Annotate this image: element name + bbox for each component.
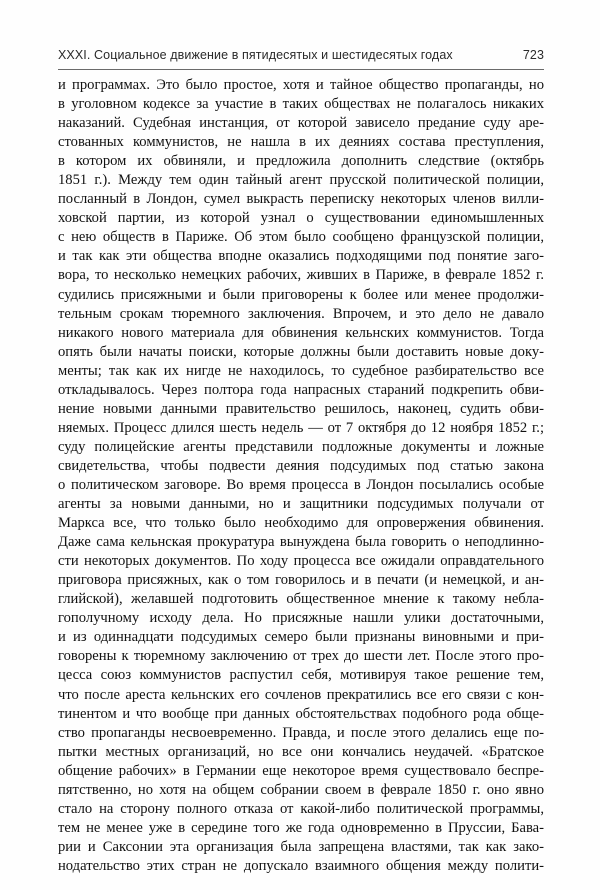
text-line: ховской партии, из которой узнал о существовании единомышленных [58,210,544,227]
text-line: о политическом заговоре. Во время процесса в Лондон посылались особые [58,476,544,493]
text-line: менты; так как их нигде не находилось, то судебное разбирательство все [58,362,544,379]
text-line: цесса союз коммунистов распустил себя, мотивируя такое решение тем, [58,667,544,684]
text-line: Маркса все, что только было необходимо для опровержения обвинения. [58,515,544,532]
text-line: тинентом и что вообще при данных обстоятельствах подобного рода обще- [58,705,544,722]
page-number: 723 [522,48,544,62]
text-line: стало на сторону полного отказа от какой-либо политической программы, [58,800,544,817]
text-line: в уголовном кодексе за участие в таких обществах не полагалось никаких [58,96,544,113]
text-line: свидетельства, чтобы подвести деяния подсудимых под статью закона [58,457,544,474]
text-line: гополучному исходу дела. Но присяжные нашли улики достаточными, [58,610,544,627]
text-line: с нею обществ в Париже. Об этом было сообщено французской полиции, [58,229,544,246]
text-line: говорены к тюремному заключению от трех до шести лет. После этого про- [58,648,544,665]
body-text [58,76,544,876]
text-line: общение рабочих» в Германии еще некоторое время существовало беспре- [58,762,544,779]
text-line: глийской), желавшей подготовить общественное мнение к такому небла- [58,591,544,608]
text-line: 1851 г.). Между тем один тайный агент прусской политической полиции, [58,172,544,189]
running-head [58,48,544,66]
text-line: судились присяжными и были приговорены к более или менее продолжи- [58,286,544,303]
text-line: суду полицейские агенты представили подложные документы и ложные [58,438,544,455]
text-line: опять были начаты поиски, которые должны были доставить новые доку- [58,343,544,360]
text-line: посланный в Лондон, сумел выкрасть переписку некоторых членов вилли- [58,191,544,208]
text-line: агенты за новыми данными, но и защитники подсудимых получали от [58,496,544,513]
text-line: Даже сама кельнская прокуратура вынуждена была говорить о неподлинно- [58,534,544,551]
text-line: никакого нового материала для обвинения кельнских коммунистов. Тогда [58,324,544,341]
text-line: в котором их обвиняли, и предложила дополнить следствие (октябрь [58,153,544,170]
text-line: пытки местных организаций, но все они кончались неудачей. «Братское [58,743,544,760]
text-line: нодательство этих стран не допускало взаимного общения между полити- [58,857,544,874]
text-line: стованных коммунистов, не нашла в их деяниях состава преступления, [58,134,544,151]
text-line: тельным срокам тюремного заключения. Впрочем, и это дело не давало [58,305,544,322]
text-line: приговора присяжных, как о том говорилось и в печати (и немецкой, и ан- [58,572,544,589]
text-line: ство пропаганды несвоевременно. Правда, и после этого делались еще по- [58,724,544,741]
text-line: и так как эти общества вподне оказались подходящими под понятие заго- [58,248,544,265]
text-line: откладывалось. Через полтора года напрасных стараний подкрепить обви- [58,381,544,398]
text-line: что после ареста кельнских его сочленов прекратились все его связи с кон- [58,686,544,703]
text-line: наказаний. Судебная инстанция, от которой зависело предание суду аре- [58,115,544,132]
chapter-title: XXXI. Социальное движение в пятидесятых и шестидесятых годах [58,48,453,62]
header-rule [58,69,544,70]
text-line: сти некоторых документов. По ходу процесса все ожидали оправдательного [58,553,544,570]
text-line: вора, то несколько немецких рабочих, живших в Париже, в феврале 1852 г. [58,267,544,284]
text-line: нение новыми данными правительство решилось, наконец, судить обви- [58,400,544,417]
text-line: няемых. Процесс длился шесть недель — от 7 октября до 12 ноября 1852 г.; [58,419,544,436]
text-line: пятственно, но хотя на общем собрании своем в феврале 1850 г. оно явно [58,781,544,798]
text-line: и программах. Это было простое, хотя и тайное общество пропаганды, но [58,77,544,93]
text-line: тем не менее уже в середине того же года одновременно в Пруссии, Бава- [58,819,544,836]
text-line: рии и Саксонии эта организация была запрещена властями, так как зако- [58,838,544,855]
text-line: и из одиннадцати подсудимых семеро были признаны виновными и при- [58,629,544,646]
